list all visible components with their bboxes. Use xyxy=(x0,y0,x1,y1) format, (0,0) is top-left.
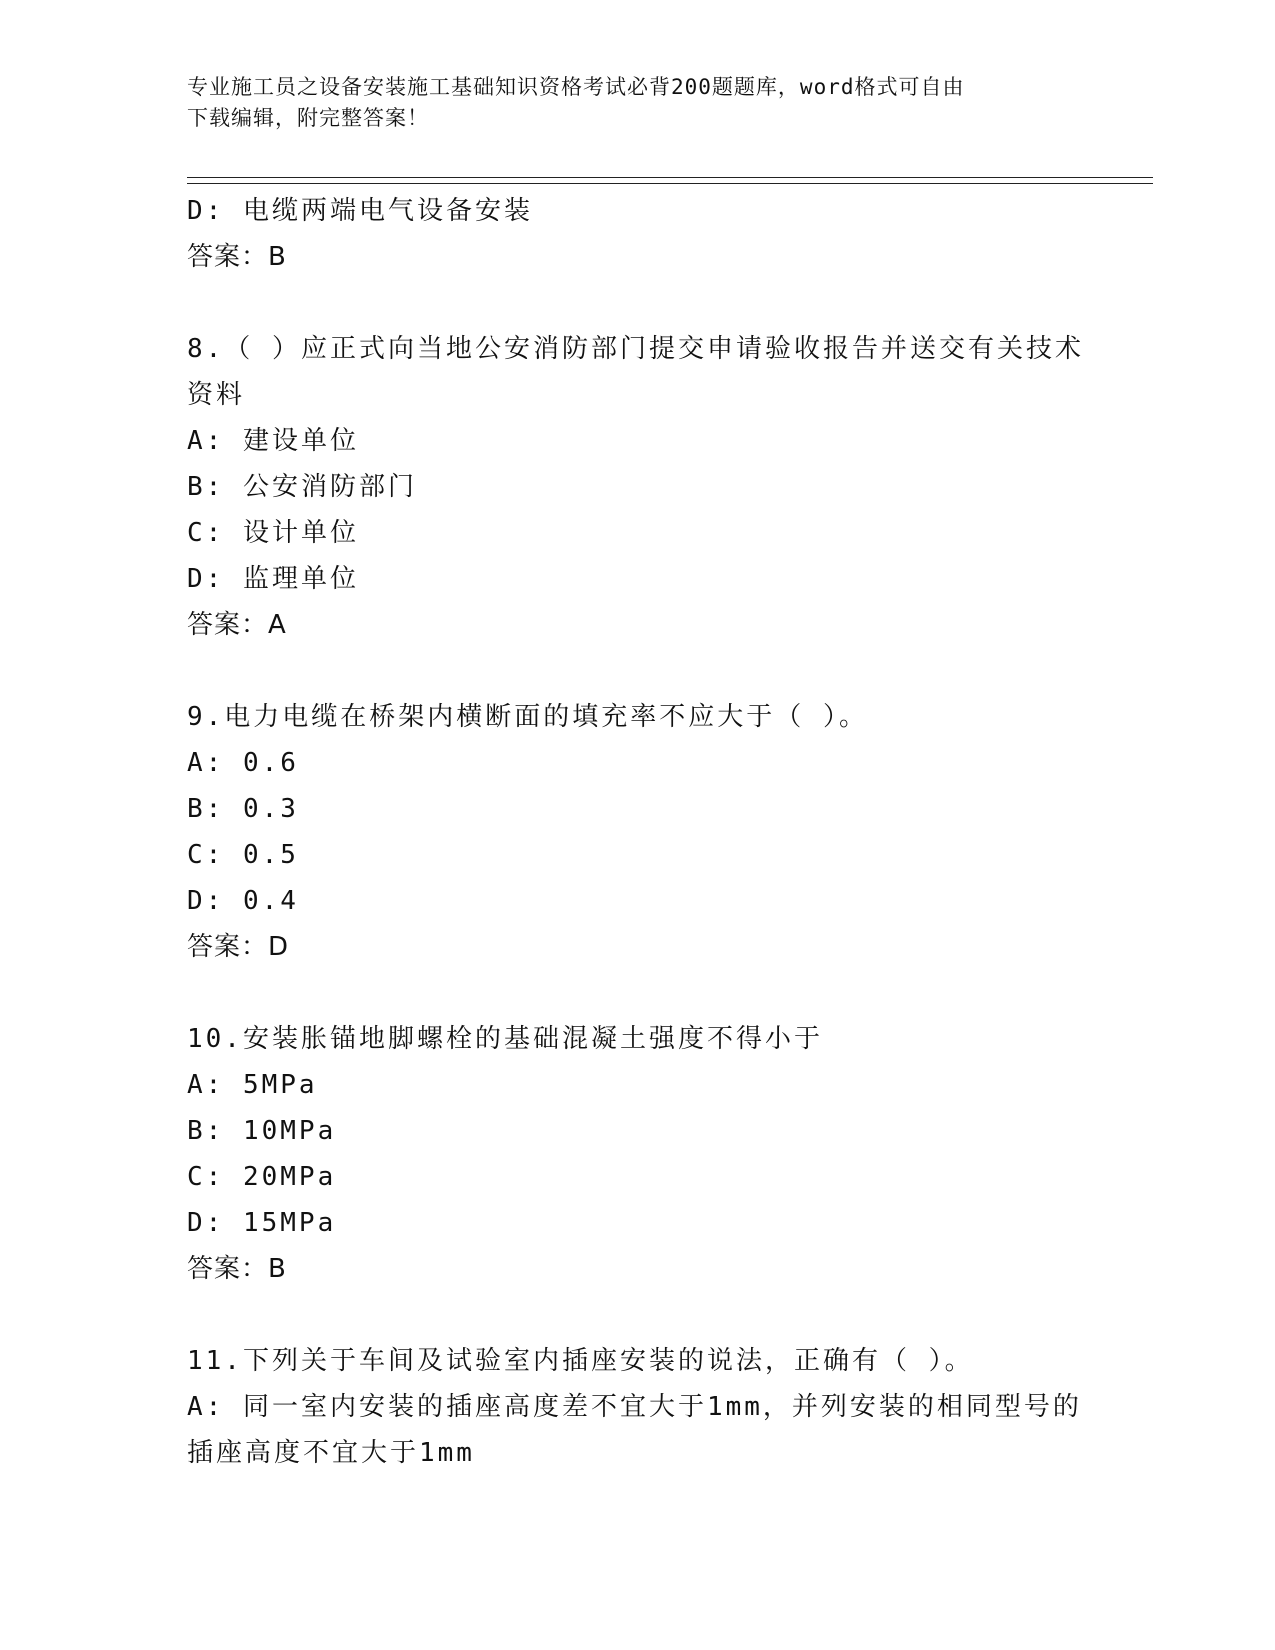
header-line-2: 下载编辑，附完整答案！ xyxy=(187,106,429,130)
q9-answer: 答案：D xyxy=(187,932,290,962)
q9-option-c: C: 0.5 xyxy=(187,840,299,870)
q10-option-d: D: 15MPa xyxy=(187,1208,337,1238)
prev-option-d: D: 电缆两端电气设备安装 xyxy=(187,196,533,226)
q8-answer: 答案：A xyxy=(187,610,287,640)
q10-option-b: B: 10MPa xyxy=(187,1116,337,1146)
q11-option-a-line-1: A: 同一室内安装的插座高度差不宜大于1mm，并列安装的相同型号的 xyxy=(187,1392,1082,1422)
q10-option-a: A: 5MPa xyxy=(187,1070,318,1100)
spacer xyxy=(187,648,1087,694)
spacer xyxy=(187,970,1087,1016)
header-line-1: 专业施工员之设备安装施工基础知识资格考试必背200题题库，word格式可自由 xyxy=(187,75,965,99)
question-list xyxy=(187,188,1087,1476)
prev-answer: 答案：B xyxy=(187,242,287,272)
q10-option-c: C: 20MPa xyxy=(187,1162,337,1192)
q8-stem-line-2: 资料 xyxy=(187,380,246,410)
header-divider-bottom xyxy=(187,183,1153,184)
q9-option-a: A: 0.6 xyxy=(187,748,299,778)
q8-option-d: D: 监理单位 xyxy=(187,564,359,594)
q9-option-d: D: 0.4 xyxy=(187,886,299,916)
q8-option-b: B: 公安消防部门 xyxy=(187,472,417,502)
document-header xyxy=(187,72,1067,134)
q11-stem: 11.下列关于车间及试验室内插座安装的说法，正确有（ ）。 xyxy=(187,1346,974,1376)
spacer xyxy=(187,1292,1087,1338)
q8-stem-line-1: 8.（ ）应正式向当地公安消防部门提交申请验收报告并送交有关技术 xyxy=(187,334,1084,364)
q10-answer: 答案：B xyxy=(187,1254,287,1284)
q9-stem: 9.电力电缆在桥架内横断面的填充率不应大于（ ）。 xyxy=(187,702,868,732)
header-divider-top xyxy=(187,177,1153,178)
q8-option-c: C: 设计单位 xyxy=(187,518,359,548)
q11-option-a-line-2: 插座高度不宜大于1mm xyxy=(187,1438,475,1468)
spacer xyxy=(187,280,1087,326)
q8-option-a: A: 建设单位 xyxy=(187,426,359,456)
q9-option-b: B: 0.3 xyxy=(187,794,299,824)
q10-stem: 10.安装胀锚地脚螺栓的基础混凝土强度不得小于 xyxy=(187,1024,823,1054)
